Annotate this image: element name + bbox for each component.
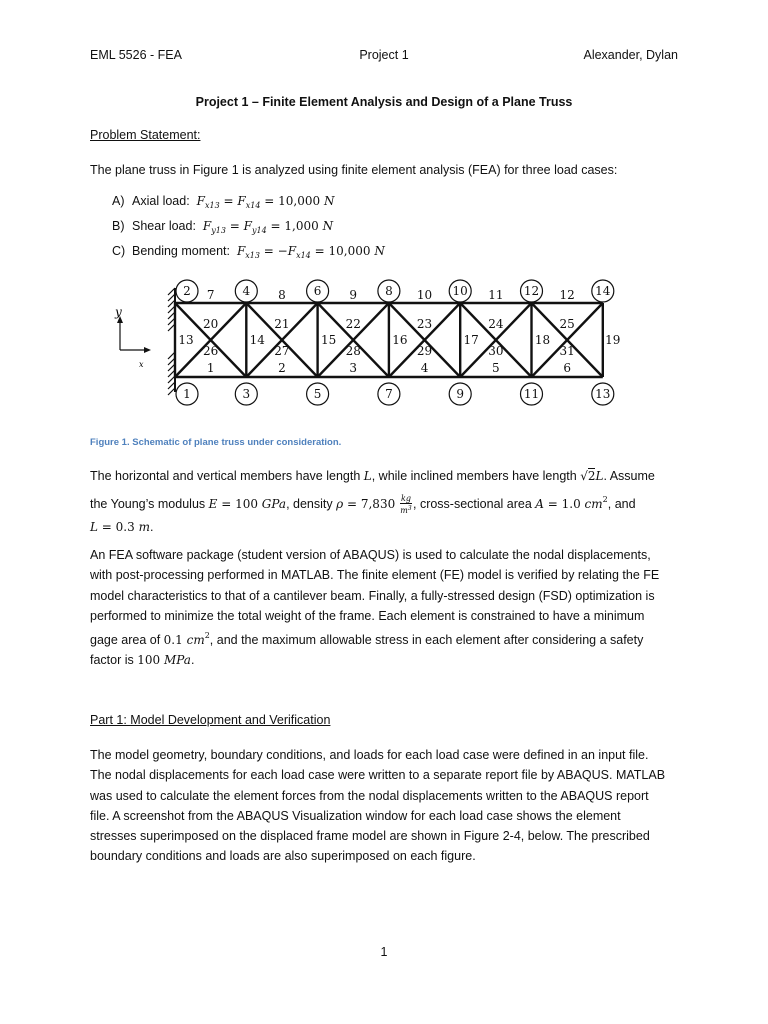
element-label: 11	[488, 288, 504, 302]
density-units: $\frac{kg}{m^3}$	[400, 494, 412, 516]
node	[307, 280, 329, 302]
node	[176, 280, 198, 302]
element-label: 31	[559, 344, 575, 358]
node-label: 12	[523, 284, 540, 298]
element-label: 24	[488, 317, 504, 331]
node	[449, 383, 471, 405]
node	[521, 383, 543, 405]
element-label: 15	[320, 333, 337, 347]
node-label: 11	[523, 387, 540, 401]
node-label: 2	[183, 284, 191, 298]
node	[521, 280, 543, 302]
element-label: 19	[605, 333, 621, 347]
header-project: Project 1	[359, 48, 409, 62]
element-label: 17	[463, 333, 479, 347]
element-label: 1	[206, 361, 215, 375]
element-label: 10	[416, 288, 433, 302]
part1-paragraph: The model geometry, boundary conditions, and loads for each load case were defined in an input file. The nodal displacements for each load case were written to a separate report file by ABAQUS. MATLAB was used to calculate the element forces from the nodal displacements written to the ABAQUS report file. A screenshot from the ABAQUS Visualization window for each load case shows the element stresses superimposed on the displaced frame model are shown in Figure 2-4, below. The prescribed boundary conditions and loads are also superimposed on each figure.	[90, 748, 666, 864]
load-cases-list	[112, 191, 385, 266]
element-label: 16	[392, 333, 408, 347]
element-label: 30	[488, 344, 504, 358]
node	[449, 280, 471, 302]
figure-caption: Figure 1. Schematic of plane truss under consideration.	[90, 437, 342, 448]
element-label: 8	[278, 288, 286, 302]
load-c-equation: $F_{x13} = -F_{x14} = 10,000$ N	[236, 244, 385, 260]
truss-figure	[105, 270, 665, 420]
problem-intro: The plane truss in Figure 1 is analyzed using finite element analysis (FEA) for three load cases:	[90, 163, 618, 177]
node-label: 5	[313, 387, 322, 401]
element-label: 25	[559, 317, 575, 331]
axis-x-label: x	[139, 360, 144, 369]
properties-line-1: The horizontal and vertical members have length L, while inclined members have length √2L. Assume	[90, 469, 655, 483]
node	[307, 383, 329, 405]
part1-heading: Part 1: Model Development and Verification	[90, 713, 331, 727]
element-label: 18	[534, 333, 551, 347]
element-label: 21	[274, 317, 290, 331]
load-case-b: B) Shear load: $F_{y13} = F_{y14} = 1,000$ N	[112, 216, 385, 241]
header-course: EML 5526 - FEA	[90, 48, 182, 62]
node-label: 10	[452, 284, 468, 298]
node	[592, 383, 614, 405]
node-label: 13	[595, 387, 611, 401]
node	[378, 383, 400, 405]
element-label: 9	[349, 288, 358, 302]
node-label: 6	[313, 284, 322, 298]
element-label: 13	[178, 333, 194, 347]
fea-paragraph: An FEA software package (student version of ABAQUS) is used to calculate the nodal displacements, with post-processing performed in MATLAB. The finite element (FE) model is verified by relating the FE model characteristics to that of a cantilever beam. Finally, a fully-stressed design (FSD) optimization is performed to minimize the total weight of the frame. Each element is constrained to have a minimum gage area of 0.1 $cm^2$, and the maximum allowable stress in each element after considering a safety factor is 100 MPa.	[90, 548, 660, 668]
node-label: 8	[385, 284, 393, 298]
node-label: 1	[183, 387, 191, 401]
properties-line-3: L = 0.3 m.	[90, 520, 154, 534]
load-b-equation: $F_{y13} = F_{y14} = 1,000$ N	[202, 219, 334, 235]
node-label: 9	[456, 387, 465, 401]
problem-heading: Problem Statement:	[90, 128, 201, 142]
element-label: 3	[349, 361, 358, 375]
element-label: 14	[249, 333, 265, 347]
element-label: 28	[345, 344, 361, 358]
axis-y-label: y	[115, 305, 122, 319]
element-label: 29	[416, 344, 433, 358]
node	[235, 383, 257, 405]
hatch-mark	[168, 288, 175, 295]
page-number: 1	[380, 945, 388, 959]
hatch-mark	[168, 388, 175, 395]
node-label: 7	[385, 387, 393, 401]
load-a-equation: $F_{x13} = F_{x14} = 10,000$ N	[196, 194, 335, 210]
element-label: 6	[563, 361, 571, 375]
node-label: 14	[595, 284, 611, 298]
node	[592, 280, 614, 302]
element-label: 12	[559, 288, 575, 302]
node-label: 3	[242, 387, 251, 401]
hatch-mark	[168, 376, 175, 383]
element-label: 20	[203, 317, 219, 331]
element-label: 26	[203, 344, 219, 358]
node	[235, 280, 257, 302]
load-case-a: A) Axial load: $F_{x13} = F_{x14} = 10,000$ N	[112, 191, 385, 216]
properties-paragraph	[90, 465, 690, 539]
element-label: 27	[274, 344, 290, 358]
properties-line-2: the Young’s modulus E = 100 GPa, density ρ = 7,830 $\frac{kg}{m^3}$ , cross-sectional area A = 1.0 $cm^2$, and	[90, 494, 636, 516]
document-title: Project 1 – Finite Element Analysis and Design of a Plane Truss	[195, 95, 573, 109]
element-label: 7	[206, 288, 215, 302]
node	[176, 383, 198, 405]
header-author: Alexander, Dylan	[583, 48, 678, 62]
node	[378, 280, 400, 302]
hatch-mark	[168, 382, 175, 389]
node-label: 4	[242, 284, 251, 298]
element-label: 2	[278, 361, 286, 375]
element-label: 5	[492, 361, 500, 375]
coordinate-axes	[114, 305, 151, 369]
element-label: 22	[345, 317, 361, 331]
load-case-c: C) Bending moment: $F_{x13} = -F_{x14} = 10,000$ N	[112, 241, 385, 266]
element-label: 23	[416, 317, 433, 331]
hatch-mark	[168, 294, 175, 301]
element-label: 4	[420, 361, 429, 375]
